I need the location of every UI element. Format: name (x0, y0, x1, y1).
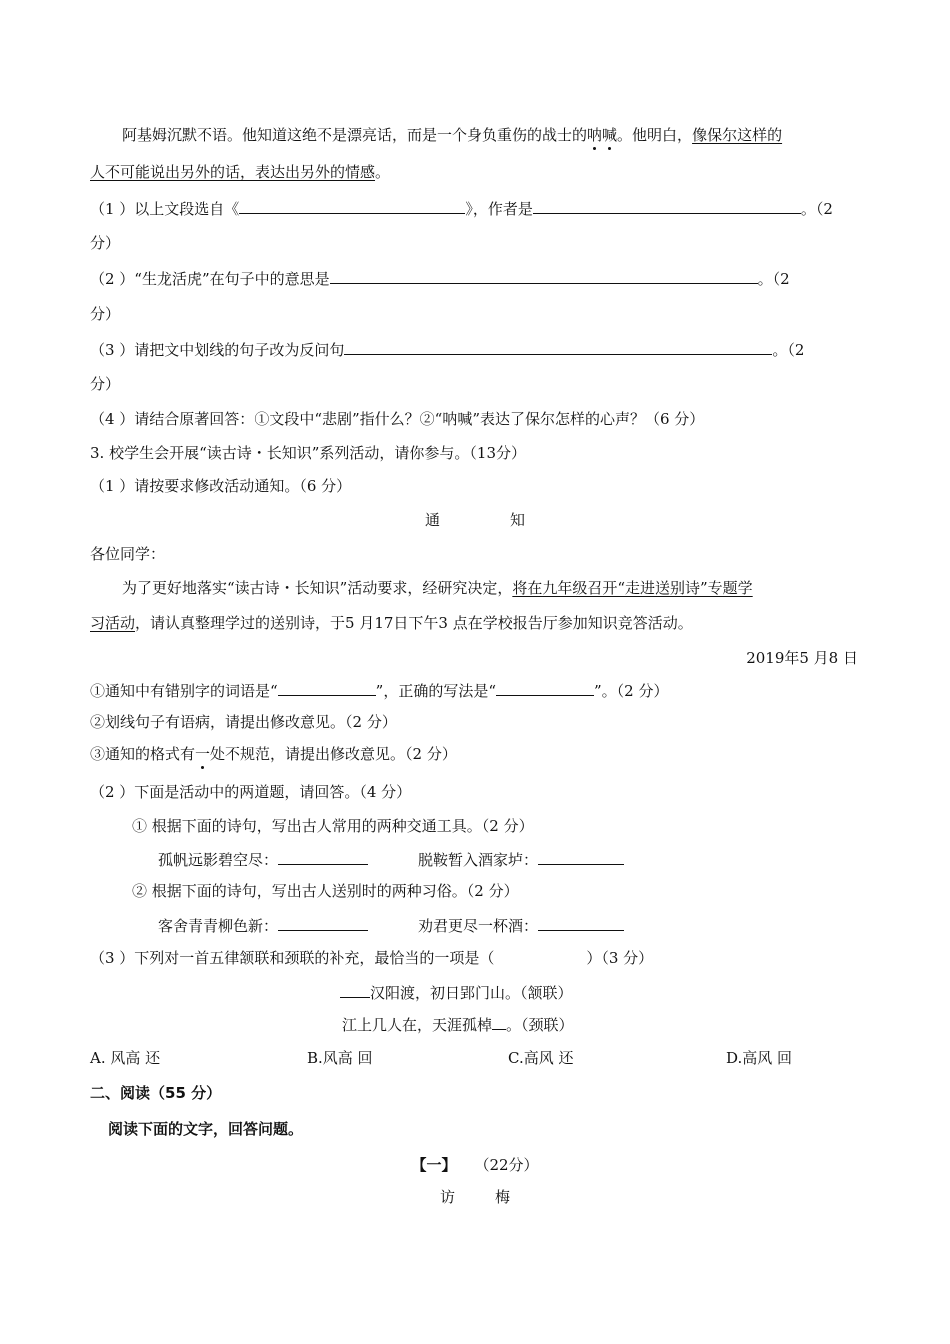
section-marker: 【一】 (411, 1156, 457, 1174)
section-3-sub-3 (90, 947, 860, 969)
question-text: ”，正确的写法是“ (375, 682, 497, 700)
reading-section-label (0, 1154, 950, 1176)
notice-title-char: 通 (424, 511, 440, 529)
answer-blank[interactable] (330, 267, 758, 284)
verse-text: 汉阳渡，初日郢门山。（颔联） (370, 984, 573, 1002)
question-text: 处不规范，请提出修改意见。（2 分） (210, 745, 457, 763)
passage-line-2 (90, 161, 860, 183)
question-text: （3 ）下列对一首五律颔联和颈联的补充，最恰当的一项是（ (90, 949, 495, 967)
question-text: （2 ）“生龙活虎”在句子中的意思是 (90, 270, 330, 288)
question-text: ”。（2 分） (594, 682, 669, 700)
notice-question-2: ②划线句子有语病，请提出修改意见。（2 分） (90, 713, 397, 731)
question-text: （3 ）请把文中划线的句子改为反问句 (90, 341, 345, 359)
verse-line-2 (342, 1013, 642, 1036)
question-text: ）（3 分） (586, 949, 654, 967)
article-title (0, 1186, 950, 1208)
notice-question-3 (90, 743, 860, 765)
option-b[interactable]: B.风高 回 (307, 1049, 373, 1067)
verse-text: 江上几人在，天涯孤棹 (342, 1016, 493, 1034)
question-text: （1 ）以上文段选自《 (90, 200, 240, 218)
verse-line-1 (340, 981, 640, 1004)
verse-text: 。（颈联） (506, 1016, 574, 1034)
notice-text: ，请认真整理学过的送别诗，于5 月17日下午3 点在学校报告厅参加知识竞答活动。 (135, 614, 693, 632)
article-title-char: 梅 (495, 1188, 511, 1206)
emphasis-char: 呐 (587, 126, 603, 144)
option-a[interactable]: A. 风高 还 (90, 1049, 161, 1067)
notice-text: 为了更好地落实“读古诗・长知识”活动要求，经研究决定， (122, 579, 513, 597)
underlined-sentence: 将在九年级召开“走进送别诗”专题学 (512, 579, 753, 597)
poem-question-1-answers (158, 848, 928, 871)
underlined-sentence: 人不可能说出另外的话，表达出另外的情感 (90, 163, 376, 181)
passage-text: 。 (375, 163, 391, 181)
notice-date: 2019年5 月8 日 (746, 649, 858, 667)
notice-question-1 (90, 679, 860, 702)
underlined-sentence: 习活动 (90, 614, 136, 632)
passage-text: 。他明白， (617, 126, 693, 144)
section-3-title: 3. 校学生会开展“读古诗・长知识”系列活动，请你参与。（13分） (90, 444, 527, 462)
notice-title-char: 知 (510, 511, 526, 529)
poem-question-2-answers (158, 914, 928, 937)
answer-blank[interactable] (278, 679, 376, 696)
answer-blank[interactable] (278, 914, 368, 931)
question-text: 》，作者是 (465, 200, 533, 218)
poem-line: 劝君更尽一杯酒： (418, 917, 539, 935)
emphasis-char: 一 (195, 745, 211, 763)
underlined-sentence: 像保尔这样的 (692, 126, 783, 144)
question-2 (90, 267, 860, 290)
question-2-cont: 分） (90, 305, 121, 323)
section-score: （22分） (474, 1156, 539, 1174)
notice-greeting: 各位同学： (90, 545, 166, 563)
section-3-sub-1: （1 ）请按要求修改活动通知。（6 分） (90, 477, 352, 495)
poem-question-2: ② 根据下面的诗句，写出古人送别时的两种习俗。（2 分） (132, 882, 519, 900)
poem-question-1: ① 根据下面的诗句，写出古人常用的两种交通工具。（2 分） (132, 817, 534, 835)
question-text: ①通知中有错别字的词语是“ (90, 682, 278, 700)
answer-blank[interactable] (492, 1013, 506, 1030)
article-title-char: 访 (439, 1188, 455, 1206)
notice-title (0, 509, 950, 531)
notice-body-line-2 (90, 612, 860, 634)
emphasis-char: 喊 (602, 126, 618, 144)
passage-line-1 (122, 124, 892, 146)
poem-line: 客舍青青柳色新： (158, 917, 279, 935)
question-text: ③通知的格式有 (90, 745, 196, 763)
option-c[interactable]: C.高风 还 (508, 1049, 574, 1067)
answer-blank[interactable] (538, 848, 624, 865)
answer-blank[interactable] (344, 338, 772, 355)
question-3-cont: 分） (90, 375, 121, 393)
notice-body-line-1 (122, 577, 892, 599)
option-d[interactable]: D.高风 回 (726, 1049, 793, 1067)
question-3 (90, 338, 860, 361)
answer-blank[interactable] (340, 981, 370, 998)
answer-blank[interactable] (538, 914, 624, 931)
question-1 (90, 197, 860, 220)
passage-text: 阿基姆沉默不语。他知道这绝不是漂亮话，而是一个身负重伤的战士的 (122, 126, 588, 144)
question-text: 。（2 (772, 341, 805, 359)
question-text: 。（2 (800, 200, 833, 218)
answer-blank[interactable] (278, 848, 368, 865)
poem-line: 孤帆远影碧空尽： (158, 851, 279, 869)
question-4: （4 ）请结合原著回答：①文段中“悲剧”指什么？②“呐喊”表达了保尔怎样的心声？（6 分） (90, 410, 705, 428)
answer-blank[interactable] (496, 679, 594, 696)
reading-instruction: 阅读下面的文字，回答问题。 (108, 1120, 304, 1138)
answer-blank[interactable] (239, 197, 465, 214)
question-1-cont: 分） (90, 234, 121, 252)
section-3-sub-2: （2 ）下面是活动中的两道题，请回答。（4 分） (90, 783, 412, 801)
part-2-heading: 二、阅读（55 分） (90, 1084, 222, 1102)
poem-line: 脱鞍暂入酒家垆： (418, 851, 539, 869)
question-text: 。（2 (757, 270, 790, 288)
answer-blank[interactable] (533, 197, 801, 214)
